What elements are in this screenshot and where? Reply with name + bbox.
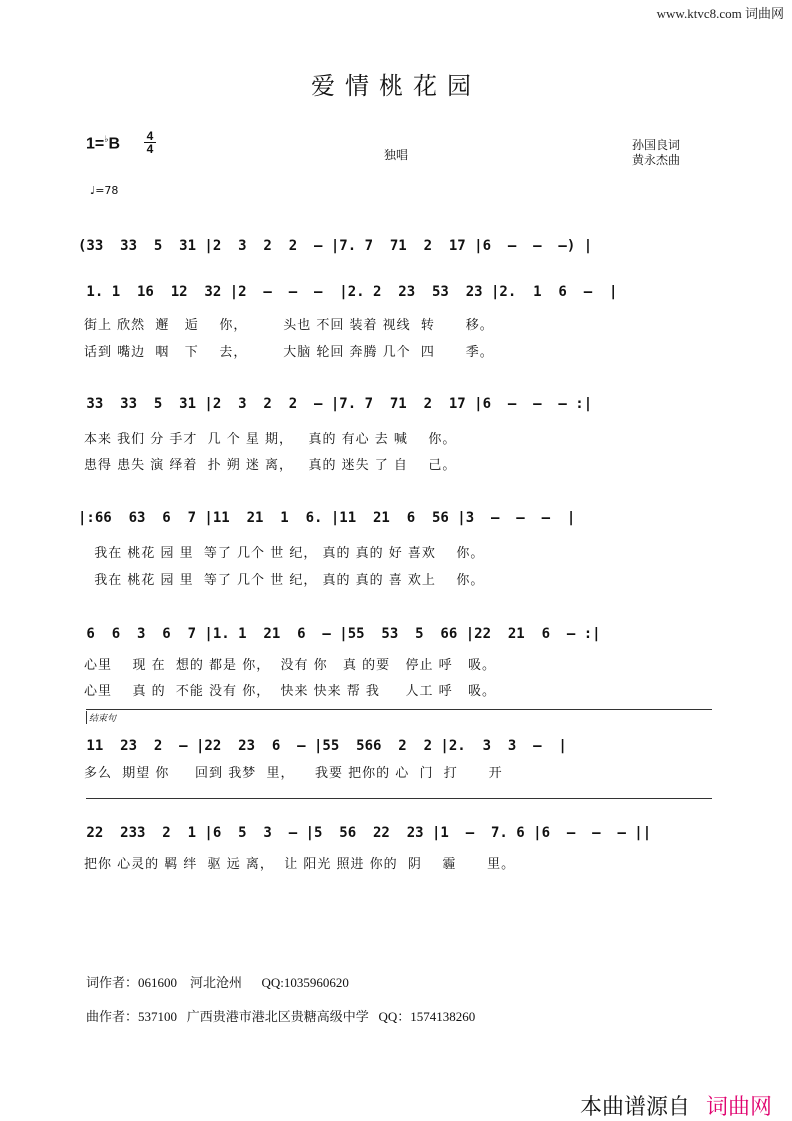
source-credit: [580, 1090, 772, 1121]
lyric-line: 街上 欣然 邂 逅 你， 头也 不回 装着 视线 转 移。: [84, 318, 494, 333]
source-label: 本曲谱源自: [579, 1095, 690, 1120]
coda-bracket-line: [86, 709, 712, 710]
score-system-2: 1. 1 16 12 32 |2 – – – |2. 2 23 53 23 |2. 1 6 – |: [78, 284, 618, 300]
source-brand[interactable]: 词曲网: [705, 1095, 772, 1120]
key-signature: 1=♭B: [86, 134, 121, 153]
coda-bracket-line: [86, 798, 712, 799]
lyric-line: 心里 真 的 不能 没有 你， 快来 快来 帮 我 人工 呼 吸。: [84, 684, 497, 699]
time-signature: 4 4: [144, 130, 156, 155]
lyric-line: 我在 桃花 园 里 等了 几个 世 纪， 真的 真的 好 喜欢 你。: [84, 546, 485, 561]
score-system-6: 11 23 2 – |22 23 6 – |55 566 2 2 |2. 3 3 – |: [78, 738, 567, 754]
site-watermark: www.ktvc8.com 词曲网: [656, 6, 784, 21]
score-system-3: 33 33 5 31 |2 3 2 2 – |7. 7 71 2 17 |6 – – – :|: [78, 396, 593, 412]
composer-credit: 黄永杰曲: [632, 153, 681, 167]
song-title: 爱情桃花园: [311, 72, 481, 100]
score-system-5: 6 6 3 6 7 |1. 1 21 6 – |55 53 5 66 |22 21 6 – :|: [78, 626, 601, 642]
lyricist-credit: 孙国良词: [632, 138, 681, 152]
lyricist-contact: 词作者：061600 河北沧州 QQ:1035960620: [86, 975, 349, 990]
coda-label: 结束句: [86, 711, 116, 724]
song-credits: [632, 138, 680, 168]
lyric-line: 患得 患失 演 绎着 扑 朔 迷 离， 真的 迷失 了 自 己。: [84, 458, 457, 473]
lyric-line: 我在 桃花 园 里 等了 几个 世 纪， 真的 真的 喜 欢上 你。: [84, 573, 485, 588]
performance-mode: 独唱: [384, 148, 409, 162]
score-system-4: |:66 63 6 7 |11 21 1 6. |11 21 6 56 |3 – – – |: [78, 510, 576, 526]
score-system-1: (33 33 5 31 |2 3 2 2 – |7. 7 71 2 17 |6 – – –) |: [78, 238, 593, 254]
tempo-mark: ♩=78: [90, 184, 119, 197]
score-system-7: 22 233 2 1 |6 5 3 – |5 56 22 23 |1 – 7. 6 |6 – – – ||: [78, 825, 652, 841]
lyric-line: 本来 我们 分 手才 几 个 星 期， 真的 有心 去 喊 你。: [84, 432, 457, 447]
lyric-line: 把你 心灵的 羁 绊 驱 远 离， 让 阳光 照进 你的 阴 霾 里。: [84, 857, 516, 872]
lyric-line: 话到 嘴边 咽 下 去， 大脑 轮回 奔腾 几个 四 季。: [84, 345, 494, 360]
lyric-line: 多么 期望 你 回到 我梦 里， 我要 把你的 心 门 打 开: [84, 766, 503, 781]
composer-contact: 曲作者：537100 广西贵港市港北区贵糖高级中学 QQ：1574138260: [86, 1009, 476, 1024]
lyric-line: 心里 现 在 想的 都是 你， 没有 你 真 的要 停止 呼 吸。: [84, 658, 497, 673]
